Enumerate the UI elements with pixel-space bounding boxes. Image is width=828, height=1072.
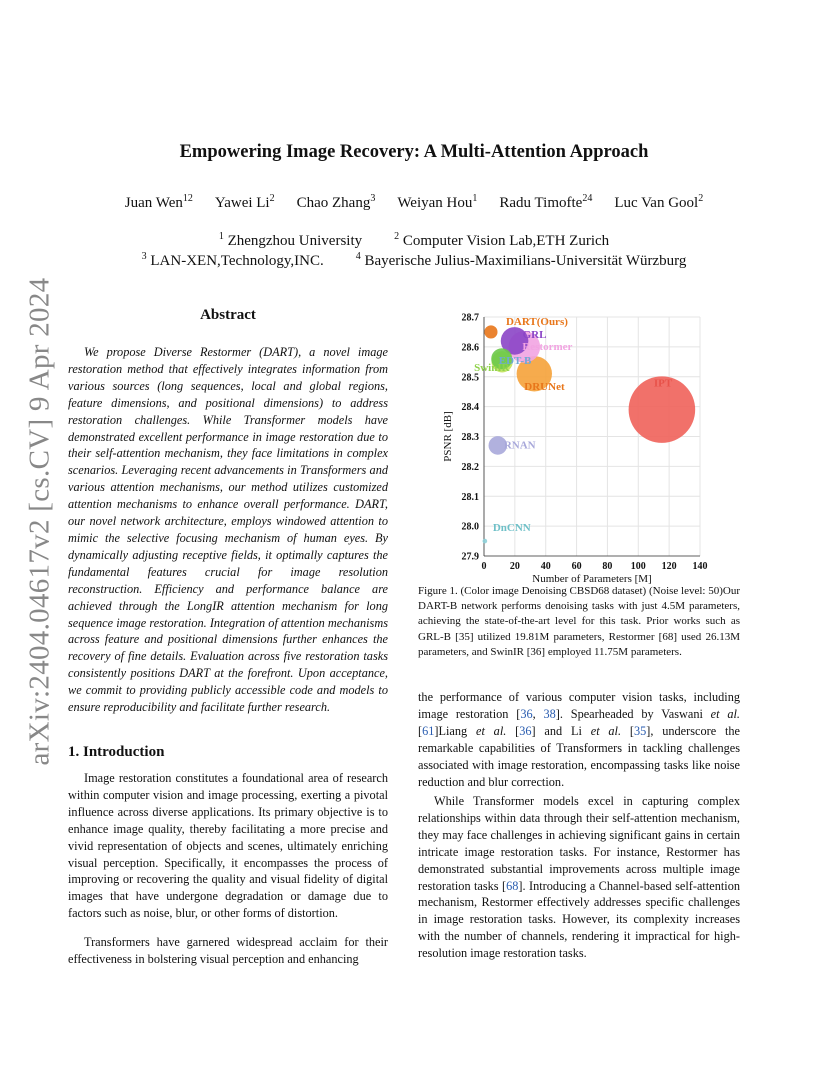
author-name: Juan Wen$^{12}$ [124, 193, 193, 211]
y-axis-label: PSNR [dB] [442, 411, 454, 462]
x-tick-label: 80 [602, 561, 613, 572]
data-point-label: DnCNN [492, 522, 531, 535]
data-point-label: RNAN [503, 439, 536, 452]
x-tick-label: 40 [540, 561, 551, 572]
y-tick-label: 28.6 [461, 342, 479, 354]
y-tick-label: 28.3 [461, 432, 479, 443]
affiliation: $^2$ Computer Vision Lab,ETH Zurich [394, 231, 610, 249]
y-tick-label: 28.7 [461, 312, 479, 324]
data-point-label: Restormer [522, 340, 573, 353]
x-axis-label: Number of Parameters [M] [532, 573, 652, 585]
author-name: Luc Van Gool$^2$ [614, 193, 704, 211]
data-point [484, 325, 497, 338]
affiliation-line-1 [0, 233, 828, 250]
x-tick-label: 0 [481, 561, 487, 572]
author-affiliation-marker: 24 [582, 193, 593, 204]
author-affiliation-marker: 3 [370, 193, 376, 204]
y-tick-label: 28.1 [461, 491, 479, 503]
y-tick-label: 28.0 [461, 521, 479, 533]
psnr-vs-params-chart [418, 305, 740, 587]
paper-title: Empowering Image Recovery: A Multi-Attention Approach [179, 142, 649, 162]
intro-paragraph-2: Transformers have garnered widespread acclaim for their effectiveness in bolstering visual perception and enhancing [68, 935, 388, 966]
data-point-label: SwinIR [474, 361, 510, 374]
right-column-paragraph-1: the performance of various computer vision tasks, including image restoration [36, 38]. Spearheaded by Vaswani et al. [61]Liang et al. [36] and Li et al. [35], underscore the remarkable capabilities of Transformers in tackling challenges associated with image restoration, encompassing tasks like noise reduction and blur correction. [418, 690, 741, 789]
author-affiliation-marker: 2 [269, 193, 275, 204]
section-heading-introduction: 1. Introduction [68, 744, 165, 760]
affiliation: $^3$ LAN-XEN,Technology,INC. [141, 251, 324, 269]
x-tick-label: 140 [692, 561, 708, 572]
data-point-label: IPT [653, 377, 673, 390]
data-point [483, 539, 488, 544]
x-tick-label: 20 [509, 561, 520, 572]
data-point-label: EDT-B [498, 354, 532, 367]
author-name: Chao Zhang$^3$ [296, 193, 376, 211]
author-affiliation-marker: 2 [698, 193, 704, 204]
author-name: Radu Timofte$^{24}$ [499, 193, 593, 211]
affiliation-line-2 [0, 253, 828, 270]
x-tick-label: 100 [630, 561, 646, 572]
x-tick-label: 120 [661, 561, 677, 572]
affiliation: $^4$ Bayerische Julius-Maximilians-Universität Würzburg [355, 251, 687, 269]
abstract-body: We propose Diverse Restormer (DART), a novel image restoration method that effectively integrates information from various sources (long sequences, local and global regions, feature dimensions, and positional dimensions) to address restoration challenges. While Transformer models have demonstrated excellent performance in image restoration due to their self-attention mechanism, they face limitations in complex scenarios. Leveraging recent advancements in Transformers and various attention mechanisms, our method utilizes customized attention mechanisms to enhance overall performance. DART, our novel network architecture, employs windowed attention to mimic the selective focusing mechanism of human eyes. By dynamically adjusting receptive fields, it optimally captures the fundamental features crucial for image resolution reconstruction. Efficiency and performance balance are achieved through the LongIR attention mechanism for long sequence image restoration. Integration of attention mechanisms across feature and positional dimensions further enhances the recovery of fine details. Evaluation across five restoration tasks consistently positions DART at the forefront. Upon acceptance, we commit to providing publicly accessible code and models to ensure reproducibility and facilitate further research. [68, 345, 388, 715]
data-point-label: DRUNet [524, 380, 565, 393]
right-column-paragraph-2: While Transformer models excel in capturing complex relationships within data through their self-attention mechanism, they may face challenges in achieving significant gains in certain intricate image restoration tasks. For instance, Restormer has demonstrated substantial improvements across multiple image restoration tasks [68]. Introducing a Channel-based self-attention mechanism, Restormer effectively addresses specific challenges in image restoration tasks. However, its complexity increases with the number of channels, rendering it impractical for high-resolution image restoration tasks. [418, 794, 740, 961]
x-tick-label: 60 [571, 561, 582, 572]
y-tick-label: 28.2 [461, 461, 479, 473]
y-tick-label: 28.5 [461, 372, 479, 384]
intro-paragraph-1: Image restoration constitutes a foundational area of research within computer vision and image processing, exerting a pivotal influence across diverse applications. Its primary objective is to enhance image quality, thereby facilitating a more precise and vivid representation of objects and scenes, ultimately enriching visual perception. Specifically, it encompasses the process of improving or recovering the quality and visual fidelity of digital images that have undergone degradation or damage due to factors such as noise, blur, or other forms of distortion. [68, 771, 388, 921]
arxiv-stamp: arXiv:2404.04617v2 [cs.CV] 9 Apr 2024 [23, 277, 56, 766]
y-tick-label: 28.4 [461, 402, 479, 414]
author-list [0, 195, 828, 212]
y-tick-label: 27.9 [461, 551, 479, 563]
abstract-heading: Abstract [200, 307, 256, 323]
data-point-label: GRL [522, 328, 547, 341]
figure-caption: Figure 1. (Color image Denoising CBSD68 dataset) (Noise level: 50)Our DART-B network performs denoising tasks with just 4.5M parameters, achieving the state-of-the-art level for this task. Prior works such as GRL-B [35] utilized 19.81M parameters, Restormer [68] used 26.13M parameters, and SwinIR [36] employed 11.75M parameters. [418, 585, 741, 658]
affiliation: $^1$ Zhengzhou University [218, 231, 363, 249]
author-affiliation-marker: 12 [182, 193, 193, 204]
author-affiliation-marker: 1 [472, 193, 478, 204]
data-point-label: DART(Ours) [505, 315, 568, 328]
author-name: Yawei Li$^2$ [214, 193, 275, 211]
author-name: Weiyan Hou$^1$ [397, 193, 478, 211]
